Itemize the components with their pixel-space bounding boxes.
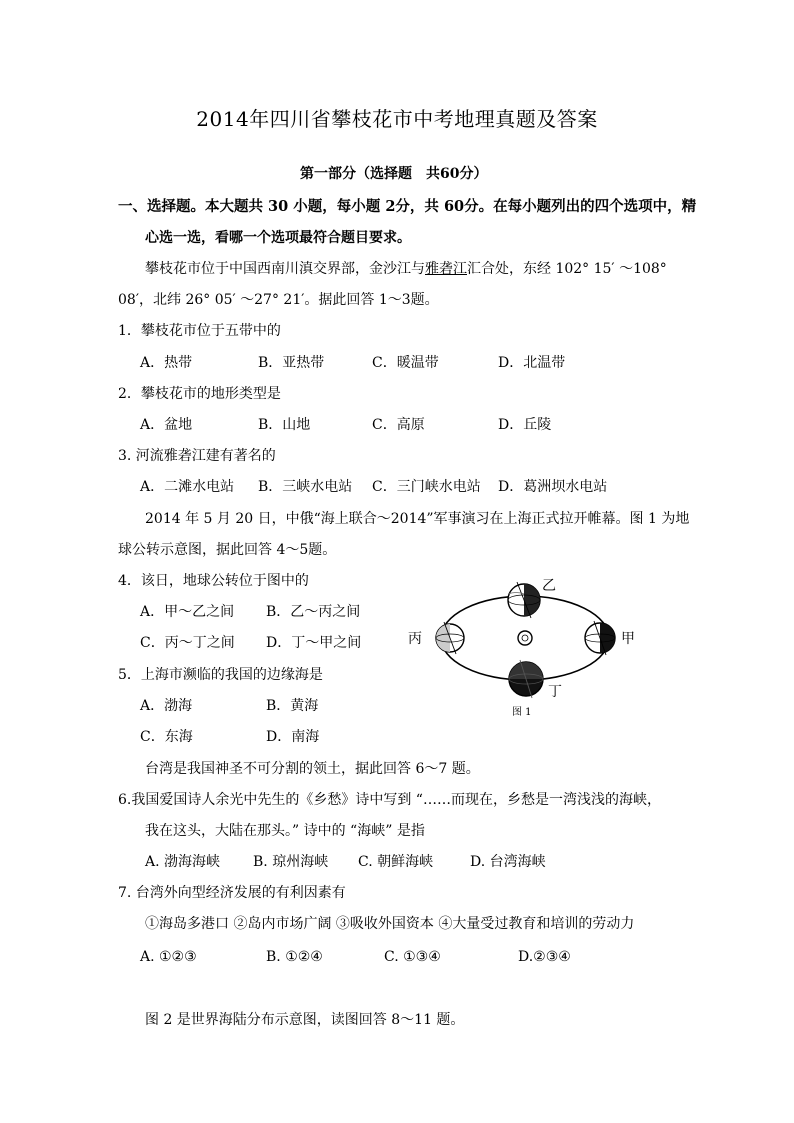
earth-position-bing xyxy=(436,622,464,654)
section-instructions-line2: 心选一选，看哪一个选项最符合题目要求。 xyxy=(145,230,411,246)
intro1-line1 xyxy=(145,260,667,278)
intro2-line2: 球公转示意图，据此回答 4～5题。 xyxy=(118,542,337,558)
q5-stem: 5．上海市濒临的我国的边缘海是 xyxy=(118,667,323,683)
q3-option-c: C．三门峡水电站 xyxy=(372,479,481,495)
q5-option-d: D．南海 xyxy=(266,729,320,745)
q3-option-d: D．葛洲坝水电站 xyxy=(498,479,608,495)
label-bing: 丙 xyxy=(408,631,422,647)
q7-stem: 7. 台湾外向型经济发展的有利因素有 xyxy=(118,885,346,901)
q2-option-c: C．高原 xyxy=(372,417,425,433)
intro1-line2: 08′，北纬 26° 05′ ～27° 21′。据此回答 1～3题。 xyxy=(118,292,439,308)
earth-position-ding xyxy=(509,660,543,698)
earth-position-yi xyxy=(508,582,540,618)
intro1-underlined-river: 雅砻江 xyxy=(425,261,467,277)
figure1-caption: 图 1 xyxy=(512,707,532,718)
q6-option-d: D. 台湾海峡 xyxy=(470,854,546,870)
q7-option-d: D.②③④ xyxy=(518,949,571,965)
q1-stem: 1．攀枝花市位于五带中的 xyxy=(118,323,281,339)
q7-factors: ①海岛多港口 ②岛内市场广阔 ③吸收外国资本 ④大量受过教育和培训的劳动力 xyxy=(145,916,635,932)
earth-revolution-diagram xyxy=(404,572,640,720)
label-jia: 甲 xyxy=(621,631,635,647)
label-yi: 乙 xyxy=(542,578,556,594)
q5-option-b: B．黄海 xyxy=(266,698,319,714)
q6-option-a: A. 渤海海峡 xyxy=(145,854,221,870)
q6-stem-line2: 我在这头，大陆在那头。” 诗中的 “海峡” 是指 xyxy=(145,823,425,839)
q7-option-c: C. ①③④ xyxy=(384,949,441,965)
q2-option-d: D．丘陵 xyxy=(498,417,552,433)
intro2-line1: 2014 年 5 月 20 日，中俄“海上联合～2014”军事演习在上海正式拉开帷幕。图 1 为地 xyxy=(145,511,690,527)
intro4: 图 2 是世界海陆分布示意图，读图回答 8～11 题。 xyxy=(145,1012,465,1028)
q3-stem: 3. 河流雅砻江建有著名的 xyxy=(118,448,276,464)
q7-option-b: B. ①②④ xyxy=(266,949,323,965)
q2-option-a: A．盆地 xyxy=(140,417,193,433)
q1-option-b: B．亚热带 xyxy=(258,355,325,371)
intro1-text-b: 汇合处，东经 102° 15′ ～108° xyxy=(467,261,667,277)
q2-stem: 2．攀枝花市的地形类型是 xyxy=(118,386,281,402)
q1-option-a: A．热带 xyxy=(140,355,193,371)
q3-option-a: A．二滩水电站 xyxy=(140,479,235,495)
label-ding: 丁 xyxy=(548,684,562,700)
page-title: 2014年四川省攀枝花市中考地理真题及答案 xyxy=(196,107,598,131)
q3-option-b: B．三峡水电站 xyxy=(258,479,353,495)
intro3: 台湾是我国神圣不可分割的领土，据此回答 6～7 题。 xyxy=(145,761,480,777)
earth-position-jia xyxy=(585,621,615,655)
q1-option-d: D．北温带 xyxy=(498,355,566,371)
q5-option-a: A．渤海 xyxy=(140,698,193,714)
q2-option-b: B．山地 xyxy=(258,417,311,433)
q4-option-d: D．丁～甲之间 xyxy=(266,635,362,651)
part-heading: 第一部分（选择题 共60分） xyxy=(300,166,488,182)
q4-option-a: A．甲～乙之间 xyxy=(140,604,235,620)
section-instructions-line1: 一、选择题。本大题共 30 小题，每小题 2分，共 60分。在每小题列出的四个选项中，精 xyxy=(118,198,697,215)
q6-option-c: C. 朝鲜海峡 xyxy=(358,854,434,870)
q7-option-a: A. ①②③ xyxy=(140,949,197,965)
intro1-text-a: 攀枝花市位于中国西南川滇交界部，金沙江与 xyxy=(145,261,425,277)
q1-option-c: C．暖温带 xyxy=(372,355,439,371)
q6-option-b: B. 琼州海峡 xyxy=(253,854,329,870)
q4-option-b: B．乙～丙之间 xyxy=(266,604,361,620)
q6-stem-line1: 6.我国爱国诗人余光中先生的《乡愁》诗中写到 “……而现在，乡愁是一湾浅浅的海峡， xyxy=(118,792,661,808)
q4-option-c: C．丙～丁之间 xyxy=(140,635,235,651)
q4-stem: 4．该日，地球公转位于图中的 xyxy=(118,573,309,589)
q5-option-c: C．东海 xyxy=(140,729,193,745)
